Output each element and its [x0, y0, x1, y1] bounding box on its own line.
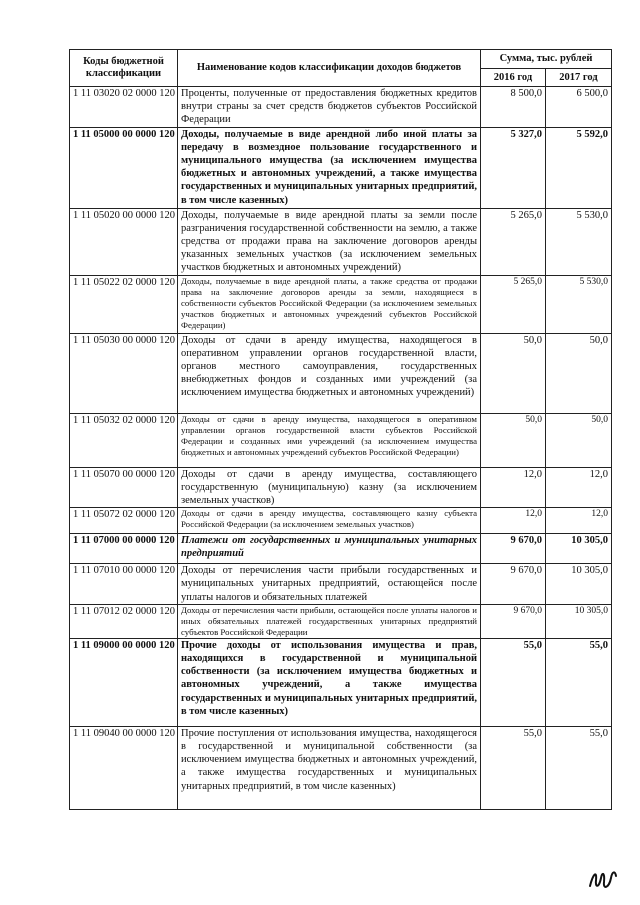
row-name-cell: Доходы, получаемые в виде арендной либо иной платы за передачу в возмездное пользование государственного и муниципального имущества (за исключением имущества бюджетных и автономных учреждений, а также имущества государственных и муниципальных унитарных предприятий, в том числе казенных) [178, 127, 481, 208]
row-code-cell: 1 11 05020 00 0000 120 [70, 208, 178, 275]
row-2017-value: 10 305,0 [546, 534, 612, 564]
row-2017-value: 50,0 [546, 413, 612, 467]
row-code-cell: 1 11 05030 00 0000 120 [70, 333, 178, 413]
table-row [70, 413, 612, 467]
row-2017-value: 5 530,0 [546, 208, 612, 275]
row-2016-value: 8 500,0 [481, 87, 546, 128]
row-code-cell: 1 11 05032 02 0000 120 [70, 413, 178, 467]
row-name-cell: Прочие поступления от использования имущества, находящегося в государственной и муниципальной собственности (за исключением имущества бюджетных и автономных учреждений, а также имущества государственных и муниципальных унитарных предприятий, в том числе казенных) [178, 726, 481, 809]
table-row [70, 726, 612, 809]
row-2017-value: 6 500,0 [546, 87, 612, 128]
row-2016-value: 5 265,0 [481, 208, 546, 275]
row-2016-value: 55,0 [481, 638, 546, 726]
sum-column-header: Сумма, тыс. рублей [481, 50, 612, 69]
row-name-cell: Доходы от перечисления части прибыли, остающейся после уплаты налогов и иных обязательных платежей государственных унитарных предприятий субъектов Российской Федерации [178, 604, 481, 638]
handwritten-page-mark [587, 866, 619, 892]
row-2016-value: 5 327,0 [481, 127, 546, 208]
table-row [70, 508, 612, 534]
row-2017-value: 12,0 [546, 508, 612, 534]
table-row [70, 638, 612, 726]
row-2016-value: 9 670,0 [481, 564, 546, 605]
name-column-header: Наименование кодов классификации доходов бюджетов [178, 50, 481, 87]
year-2016-header: 2016 год [481, 69, 546, 87]
row-2017-value: 55,0 [546, 726, 612, 809]
row-name-cell: Прочие доходы от использования имущества и прав, находящихся в государственной и муниципальной собственности (за исключением имущества бюджетных и автономных учреждений, а также имущества государственных и муниципальных унитарных предприятий, в том числе казенных) [178, 638, 481, 726]
table-body [70, 87, 612, 810]
row-2017-value: 50,0 [546, 333, 612, 413]
row-code-cell: 1 11 07000 00 0000 120 [70, 534, 178, 564]
row-2016-value: 50,0 [481, 413, 546, 467]
row-2017-value: 10 305,0 [546, 564, 612, 605]
row-code-cell: 1 11 05072 02 0000 120 [70, 508, 178, 534]
code-column-header: Коды бюджетной классификации [70, 50, 178, 87]
row-2017-value: 55,0 [546, 638, 612, 726]
row-name-cell: Доходы, получаемые в виде арендной платы за земли после разграничения государственной собственности на землю, а также средства от продажи права на заключение договоров аренды указанных земельных участков (за исключением земельных участков бюджетных и автономных учреждений) [178, 208, 481, 275]
row-2016-value: 9 670,0 [481, 534, 546, 564]
table-row [70, 87, 612, 128]
row-code-cell: 1 11 05022 02 0000 120 [70, 275, 178, 333]
row-code-cell: 1 11 09040 00 0000 120 [70, 726, 178, 809]
year-2017-header: 2017 год [546, 69, 612, 87]
row-code-cell: 1 11 03020 02 0000 120 [70, 87, 178, 128]
row-2016-value: 5 265,0 [481, 275, 546, 333]
row-name-cell: Доходы от сдачи в аренду имущества, составляющего государственную (муниципальную) казну (за исключением земельных участков) [178, 467, 481, 508]
row-code-cell: 1 11 09000 00 0000 120 [70, 638, 178, 726]
row-code-cell: 1 11 05000 00 0000 120 [70, 127, 178, 208]
row-code-cell: 1 11 07010 00 0000 120 [70, 564, 178, 605]
row-name-cell: Доходы от сдачи в аренду имущества, находящегося в оперативном управлении органов государственной власти субъектов Российской Федерации и созданных ими учреждений (за исключением имущества бюджетных и автономных учреждений субъектов Российской Федерации) [178, 413, 481, 467]
table-row [70, 127, 612, 208]
table-row [70, 467, 612, 508]
table-row [70, 275, 612, 333]
table-row [70, 564, 612, 605]
row-2017-value: 10 305,0 [546, 604, 612, 638]
row-name-cell: Проценты, полученные от предоставления бюджетных кредитов внутри страны за счет средств бюджетов субъектов Российской Федерации [178, 87, 481, 128]
row-2016-value: 12,0 [481, 508, 546, 534]
row-name-cell: Платежи от государственных и муниципальных унитарных предприятий [178, 534, 481, 564]
table-row [70, 534, 612, 564]
row-2017-value: 5 530,0 [546, 275, 612, 333]
table-row [70, 333, 612, 413]
row-2016-value: 55,0 [481, 726, 546, 809]
row-name-cell: Доходы, получаемые в виде арендной платы, а также средства от продажи права на заключение договоров аренды за земли, находящиеся в собственности субъектов Российской Федерации (за исключением земельных участков бюджетных и автономных учреждений субъектов Российской Федерации) [178, 275, 481, 333]
row-name-cell: Доходы от сдачи в аренду имущества, составляющего казну субъекта Российской Федерации (за исключением земельных участков) [178, 508, 481, 534]
row-name-cell: Доходы от сдачи в аренду имущества, находящегося в оперативном управлении органов государственной власти, органов местного самоуправления, государственных внебюджетных фондов и созданных ими учреждений (за исключением имущества бюджетных и автономных учреждений) [178, 333, 481, 413]
row-code-cell: 1 11 05070 00 0000 120 [70, 467, 178, 508]
row-2016-value: 9 670,0 [481, 604, 546, 638]
row-name-cell: Доходы от перечисления части прибыли государственных и муниципальных унитарных предприятий, остающейся после уплаты налогов и обязательных платежей [178, 564, 481, 605]
row-2016-value: 50,0 [481, 333, 546, 413]
budget-revenue-table [69, 49, 612, 810]
row-code-cell: 1 11 07012 02 0000 120 [70, 604, 178, 638]
row-2017-value: 12,0 [546, 467, 612, 508]
table-row [70, 604, 612, 638]
table-row [70, 208, 612, 275]
row-2017-value: 5 592,0 [546, 127, 612, 208]
row-2016-value: 12,0 [481, 467, 546, 508]
